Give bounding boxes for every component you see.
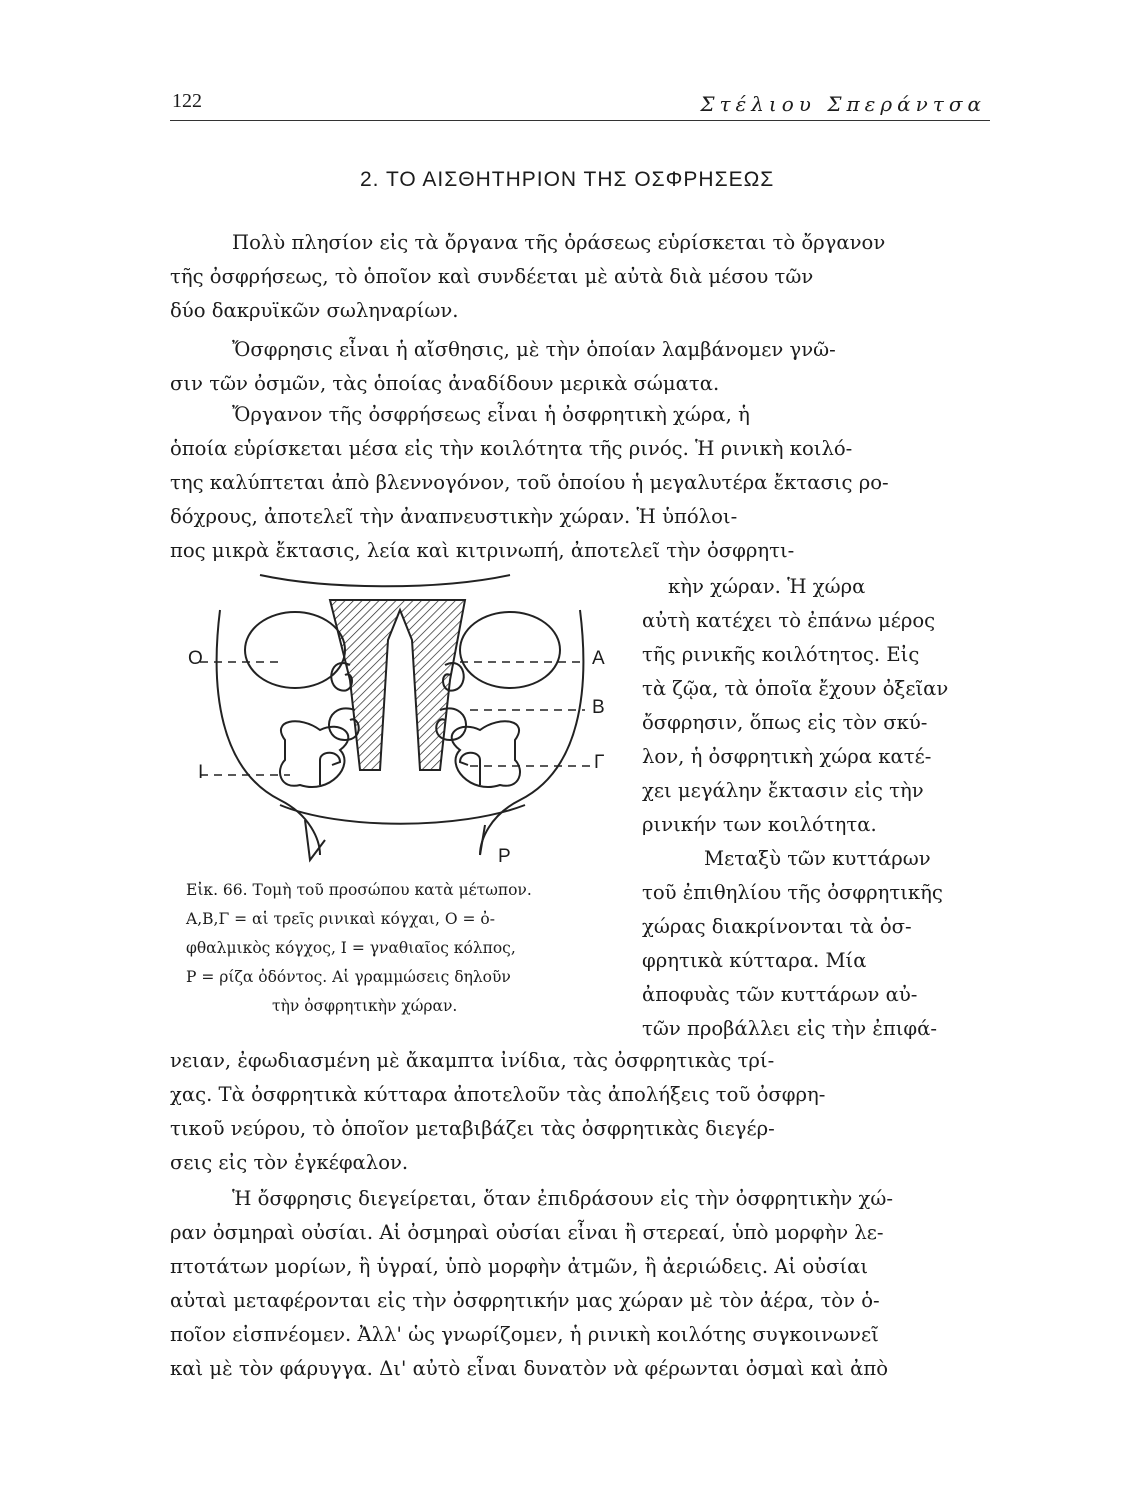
side-text-line: τῶν προβάλλει εἰς τὴν ἐπιφά-	[642, 1017, 938, 1040]
side-text-line: κὴν χώραν. Ἡ χώρα	[668, 575, 866, 598]
text-line: καὶ μὲ τὸν φάρυγγα. Δι' αὐτὸ εἶναι δυνατὸν νὰ φέρωνται ὀσμαὶ καὶ ἀπὸ	[170, 1357, 889, 1380]
side-text-line: χει μεγάλην ἔκτασιν εἰς τὴν	[642, 779, 924, 802]
side-text-line: τὰ ζῷα, τὰ ὁποῖα ἔχουν ὀξεῖαν	[642, 677, 949, 700]
text-line: Πολὺ πλησίον εἰς τὰ ὄργανα τῆς ὁράσεως εὑρίσκεται τὸ ὄργανον	[232, 231, 886, 254]
text-line: ποῖον εἰσπνέομεν. Ἀλλ' ὡς γνωρίζομεν, ἡ ρινικὴ κοιλότης συγκοινωνεῖ	[170, 1323, 879, 1346]
side-text-line: τοῦ ἐπιθηλίου τῆς ὀσφρητικῆς	[642, 881, 943, 904]
side-text-line: ἀποφυὰς τῶν κυττάρων αὐ-	[642, 983, 918, 1006]
text-line: ραν ὀσμηραὶ οὐσίαι. Αἱ ὀσμηραὶ οὐσίαι εἶναι ἢ στερεαί, ὑπὸ μορφὴν λε-	[170, 1221, 884, 1244]
side-text-line: χώρας διακρίνονται τὰ ὀσ-	[642, 915, 912, 938]
text-line: σιν τῶν ὀσμῶν, τὰς ὁποίας ἀναδίδουν μερικὰ σώματα.	[170, 372, 720, 395]
label-sinus: I	[198, 762, 204, 783]
text-line: δόχρους, ἀποτελεῖ τὴν ἀναπνευστικὴν χώραν. Ἡ ὑπόλοι-	[170, 505, 738, 528]
page-number: 122	[172, 90, 202, 112]
text-line: χας. Τὰ ὀσφρητικὰ κύτταρα ἀποτελοῦν τὰς ἀπολήξεις τοῦ ὀσφρη-	[170, 1083, 826, 1106]
running-title: Στέλιου Σπεράντσα	[700, 92, 986, 116]
text-line: αὐταὶ μεταφέρονται εἰς τὴν ὀσφρητικήν μας χώραν μὲ τὸν ἀέρα, τὸν ὁ-	[170, 1289, 880, 1312]
text-line: τικοῦ νεύρου, τὸ ὁποῖον μεταβιβάζει τὰς ὀσφρητικὰς διεγέρ-	[170, 1117, 775, 1140]
text-line: σεις εἰς τὸν ἐγκέφαλον.	[170, 1151, 409, 1174]
text-line: δύο δακρυϊκῶν σωληναρίων.	[170, 299, 459, 322]
text-line: Ὄσφρησις εἶναι ἡ αἴσθησις, μὲ τὴν ὁποίαν λαμβάνομεν γνῶ-	[232, 338, 836, 361]
figure-caption: Α,Β,Γ = αἱ τρεῖς ρινικαὶ κόγχαι, Ο = ὀ-	[186, 910, 495, 928]
label-concha-g: Γ	[594, 752, 605, 773]
side-text-line: ρινικήν των κοιλότητα.	[642, 813, 877, 836]
side-text-line: τῆς ρινικῆς κοιλότητος. Εἰς	[642, 643, 920, 666]
label-tooth-root: P	[498, 846, 511, 867]
text-line: Ὄργανον τῆς ὀσφρήσεως εἶναι ἡ ὀσφρητικὴ χώρα, ἡ	[232, 403, 750, 426]
figure-caption: τὴν ὀσφρητικὴν χώραν.	[272, 997, 458, 1015]
side-text-line: ὄσφρησιν, ὅπως εἰς τὸν σκύ-	[642, 711, 928, 734]
text-line: Ἡ ὄσφρησις διεγείρεται, ὅταν ἐπιδράσουν εἰς τὴν ὀσφρητικὴν χώ-	[232, 1187, 894, 1210]
section-title: 2. ΤΟ ΑΙΣΘΗΤΗΡΙΟΝ ΤΗΣ ΟΣΦΡΗΣΕΩΣ	[360, 168, 775, 191]
side-text-line: Μεταξὺ τῶν κυττάρων	[704, 847, 931, 870]
nasal-section-figure	[180, 570, 620, 870]
cross-section-drawing	[180, 570, 620, 870]
label-orbit: O	[188, 648, 203, 669]
text-line: ὁποία εὑρίσκεται μέσα εἰς τὴν κοιλότητα τῆς ρινός. Ἡ ρινικὴ κοιλό-	[170, 437, 853, 460]
figure-caption: Εἰκ. 66. Τομὴ τοῦ προσώπου κατὰ μέτωπον.	[186, 881, 532, 899]
page-header	[170, 86, 990, 121]
label-concha-b: B	[592, 697, 605, 718]
text-line: νειαν, ἐφωδιασμένη μὲ ἄκαμπτα ἰνίδια, τὰς ὀσφρητικὰς τρί-	[170, 1049, 775, 1072]
text-line: τῆς ὀσφρήσεως, τὸ ὁποῖον καὶ συνδέεται μὲ αὐτὰ διὰ μέσου τῶν	[170, 265, 814, 288]
text-line: πος μικρὰ ἔκτασις, λεία καὶ κιτρινωπή, ἀποτελεῖ τὴν ὀσφρητι-	[170, 539, 795, 562]
side-text-line: φρητικὰ κύτταρα. Μία	[642, 949, 867, 972]
side-text-line: λον, ἡ ὀσφρητικὴ χώρα κατέ-	[642, 745, 932, 768]
figure-caption: Ρ = ρίζα ὀδόντος. Αἱ γραμμώσεις δηλοῦν	[186, 968, 511, 986]
side-text-line: αὐτὴ κατέχει τὸ ἐπάνω μέρος	[642, 609, 936, 632]
label-concha-a: A	[592, 648, 605, 669]
text-line: της καλύπτεται ἀπὸ βλεννογόνον, τοῦ ὁποίου ἡ μεγαλυτέρα ἔκτασις ρο-	[170, 471, 889, 494]
figure-caption: φθαλμικὸς κόγχος, Ι = γναθιαῖος κόλπος,	[186, 939, 516, 957]
text-line: πτοτάτων μορίων, ἢ ὑγραί, ὑπὸ μορφὴν ἀτμῶν, ἢ ἀεριώδεις. Αἱ οὐσίαι	[170, 1255, 869, 1278]
